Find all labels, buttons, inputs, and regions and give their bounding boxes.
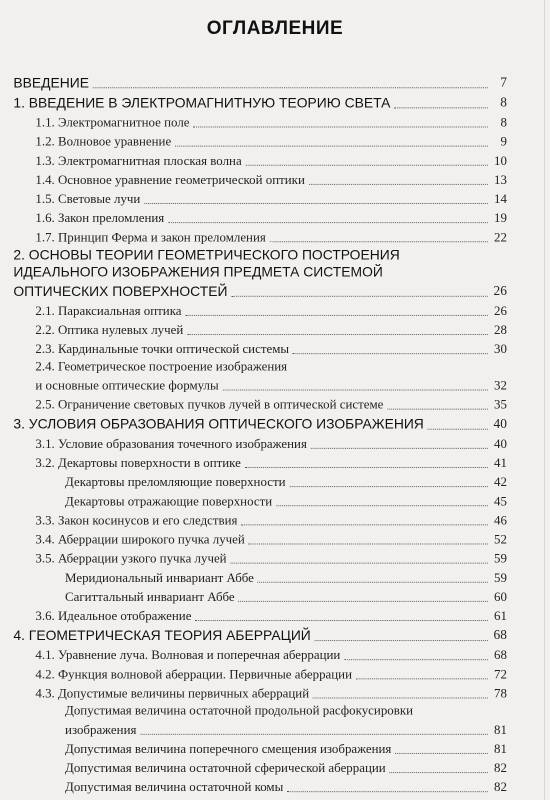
dot-leader (344, 658, 488, 660)
toc-entry-title: 3.4. Аберрации широкого пучка лучей (35, 532, 245, 547)
page-edge-line (544, 0, 545, 800)
toc-entry-title: ВВЕДЕНИЕ (13, 75, 90, 92)
dot-leader (140, 733, 488, 735)
page-number: 81 (493, 741, 507, 756)
toc-entry-title: Сагиттальный инвариант Аббе (65, 589, 235, 604)
table-of-contents (0, 72, 526, 796)
dot-leader (245, 164, 487, 166)
toc-entry-title: 4.2. Функция волновой аберрации. Первичные аберрации (35, 666, 352, 682)
toc-entry-section (0, 227, 507, 246)
page-number: 9 (500, 134, 507, 149)
dot-leader (175, 145, 488, 147)
toc-entry-title: 3.2. Декартовы поверхности в оптике (35, 455, 241, 470)
page-number: 35 (493, 397, 507, 412)
page-number: 61 (493, 608, 507, 623)
page-number: 42 (493, 474, 507, 489)
toc-entry-title: Допустимая величина остаточной комы (65, 779, 284, 795)
dot-leader (428, 428, 488, 430)
toc-entry-title: ОПТИЧЕСКИХ ПОВЕРХНОСТЕЙ (13, 284, 228, 300)
toc-entry-sub (0, 758, 507, 777)
page-number: 26 (493, 284, 507, 299)
toc-entry-section (0, 664, 507, 683)
toc-entry-title: Декартовы отражающие поверхности (65, 493, 273, 509)
toc-entry-sub (0, 702, 507, 738)
toc-entry-title: 2.3. Кардинальные точки оптической системы (35, 341, 290, 357)
toc-entry-title: 1.6. Закон преломления (35, 210, 165, 226)
page-number: 32 (493, 378, 507, 393)
page-number: 46 (493, 512, 507, 528)
toc-entry-title: 4.3. Допустимые величины первичных аберраций (35, 686, 310, 701)
dot-leader (276, 504, 488, 506)
toc-entry-section (0, 606, 507, 625)
dot-leader (389, 771, 487, 773)
page-number: 19 (493, 210, 507, 226)
dot-leader (287, 790, 488, 792)
toc-entry-section (0, 320, 507, 339)
dot-leader (193, 126, 487, 128)
toc-entry-section (0, 189, 507, 208)
dot-leader (311, 447, 488, 449)
toc-entry-chapter (0, 73, 507, 92)
dot-leader (230, 562, 487, 564)
dot-leader (293, 352, 488, 354)
page-number: 7 (500, 75, 507, 91)
toc-entry-section (0, 645, 507, 664)
page-number: 8 (500, 95, 507, 111)
page-number: 28 (493, 322, 507, 337)
toc-entry-chapter (0, 626, 507, 645)
page-number: 30 (493, 341, 507, 357)
toc-entry-section (0, 301, 507, 320)
page-number: 72 (493, 666, 507, 682)
page-number: 41 (493, 455, 507, 470)
page-number: 59 (493, 551, 507, 566)
page-number: 40 (493, 436, 507, 451)
toc-entry-section (0, 150, 507, 169)
dot-leader (387, 408, 488, 410)
page-number: 60 (493, 589, 507, 604)
page-number: 10 (493, 153, 507, 168)
toc-entry-title: Меридиональный инвариант Аббе (65, 570, 254, 585)
page-number: 45 (493, 493, 507, 509)
toc-entry-sub (0, 777, 507, 796)
page-number: 13 (493, 172, 507, 187)
toc-entry-section (0, 434, 507, 453)
toc-entry-title: 2.5. Ограничение световых пучков лучей в оптической системе (35, 397, 384, 412)
page-number: 40 (493, 417, 507, 432)
toc-entry-title: 1.7. Принцип Ферма и закон преломления (35, 229, 266, 245)
toc-entry-title: и основные оптические формулы (35, 378, 219, 393)
dot-leader (187, 333, 488, 335)
page-number: 68 (493, 628, 507, 643)
toc-entry-section (0, 112, 507, 131)
dot-leader (195, 619, 488, 621)
dot-leader (395, 752, 488, 754)
toc-entry-sub (0, 472, 507, 491)
dot-leader (144, 202, 488, 204)
toc-entry-title: 1.4. Основное уравнение геометрической оптики (35, 172, 305, 187)
dot-leader (245, 466, 488, 468)
toc-entry-title: 1.1. Электромагнитное поле (35, 115, 190, 130)
dot-leader (258, 581, 488, 583)
toc-entry-title: Декартовы преломляющие поверхности (65, 474, 286, 489)
toc-entry-title: изображения (65, 722, 137, 737)
toc-entry-section (0, 529, 507, 548)
toc-entry-chapter (0, 414, 507, 433)
toc-entry-title: 2.2. Оптика нулевых лучей (35, 322, 184, 337)
toc-entry-section (0, 394, 507, 413)
toc-entry-chapter (0, 247, 507, 301)
page-number: 78 (493, 686, 507, 701)
toc-entry-title: 3.6. Идеальное отображение (35, 608, 192, 623)
dot-leader (93, 86, 488, 88)
page-number: 81 (493, 722, 507, 737)
toc-entry-title-line: 2.4. Геометрическое построение изображения (35, 358, 288, 374)
toc-entry-section (0, 358, 507, 394)
page-title: ОГЛАВЛЕНИЕ (206, 18, 344, 39)
toc-entry-sub (0, 739, 507, 758)
toc-entry-title: 3.1. Условие образования точечного изображения (35, 436, 307, 451)
dot-leader (309, 183, 488, 185)
dot-leader (394, 106, 488, 108)
dot-leader (249, 543, 488, 545)
page-number: 22 (493, 229, 507, 245)
toc-entry-section (0, 339, 507, 358)
toc-entry-title-line: ИДЕАЛЬНОГО ИЗОБРАЖЕНИЯ ПРЕДМЕТА СИСТЕМОЙ (13, 265, 383, 281)
dot-leader (185, 314, 487, 316)
dot-leader (241, 523, 487, 525)
toc-entry-sub (0, 491, 507, 510)
toc-entry-title: 3. УСЛОВИЯ ОБРАЗОВАНИЯ ОПТИЧЕСКОГО ИЗОБРАЖЕНИЯ (13, 417, 424, 433)
dot-leader (222, 389, 487, 391)
dot-leader (313, 697, 488, 699)
toc-entry-title: 3.5. Аберрации узкого пучка лучей (35, 551, 227, 566)
toc-entry-section (0, 548, 507, 567)
toc-entry-section (0, 453, 507, 472)
toc-entry-title-line: 2. ОСНОВЫ ТЕОРИИ ГЕОМЕТРИЧЕСКОГО ПОСТРОЕНИЯ (13, 247, 400, 264)
page-number: 14 (493, 191, 507, 206)
toc-entry-sub (0, 587, 507, 606)
toc-entry-title: 4. ГЕОМЕТРИЧЕСКАЯ ТЕОРИЯ АБЕРРАЦИЙ (13, 628, 311, 644)
toc-entry-title: Допустимая величина остаточной сферической аберрации (65, 760, 386, 775)
page-number: 82 (493, 760, 507, 775)
toc-entry-title: 4.1. Уравнение луча. Волновая и поперечная аберрации (35, 647, 341, 663)
dot-leader (238, 600, 487, 602)
dot-leader (289, 485, 487, 487)
toc-entry-section (0, 208, 507, 227)
dot-leader (231, 295, 488, 297)
dot-leader (168, 221, 488, 223)
toc-entry-chapter (0, 93, 507, 112)
toc-entry-section (0, 683, 507, 702)
page-number: 59 (493, 570, 507, 585)
page-number: 52 (493, 532, 507, 547)
toc-entry-title: 1.5. Световые лучи (35, 191, 141, 206)
page-number: 68 (493, 647, 507, 663)
toc-entry-title: 1.3. Электромагнитная плоская волна (35, 153, 242, 168)
toc-entry-sub (0, 567, 507, 586)
toc-entry-title: 1. ВВЕДЕНИЕ В ЭЛЕКТРОМАГНИТНУЮ ТЕОРИЮ СВЕТА (13, 95, 391, 112)
dot-leader (270, 240, 488, 242)
page-number: 26 (493, 303, 507, 318)
toc-entry-title: 1.2. Волновое уравнение (35, 134, 172, 149)
page-number: 8 (500, 115, 507, 130)
dot-leader (315, 639, 488, 641)
page-number: 82 (493, 779, 507, 795)
toc-entry-title: Допустимая величина поперечного смещения изображения (65, 741, 392, 756)
toc-entry-title: 3.3. Закон косинусов и его следствия (35, 512, 238, 528)
toc-entry-section (0, 170, 507, 189)
toc-entry-section (0, 131, 507, 150)
toc-entry-section (0, 510, 507, 529)
toc-entry-title-line: Допустимая величина остаточной продольной расфокусировки (65, 703, 414, 718)
dot-leader (356, 677, 488, 679)
toc-entry-title: 2.1. Параксиальная оптика (35, 303, 182, 318)
